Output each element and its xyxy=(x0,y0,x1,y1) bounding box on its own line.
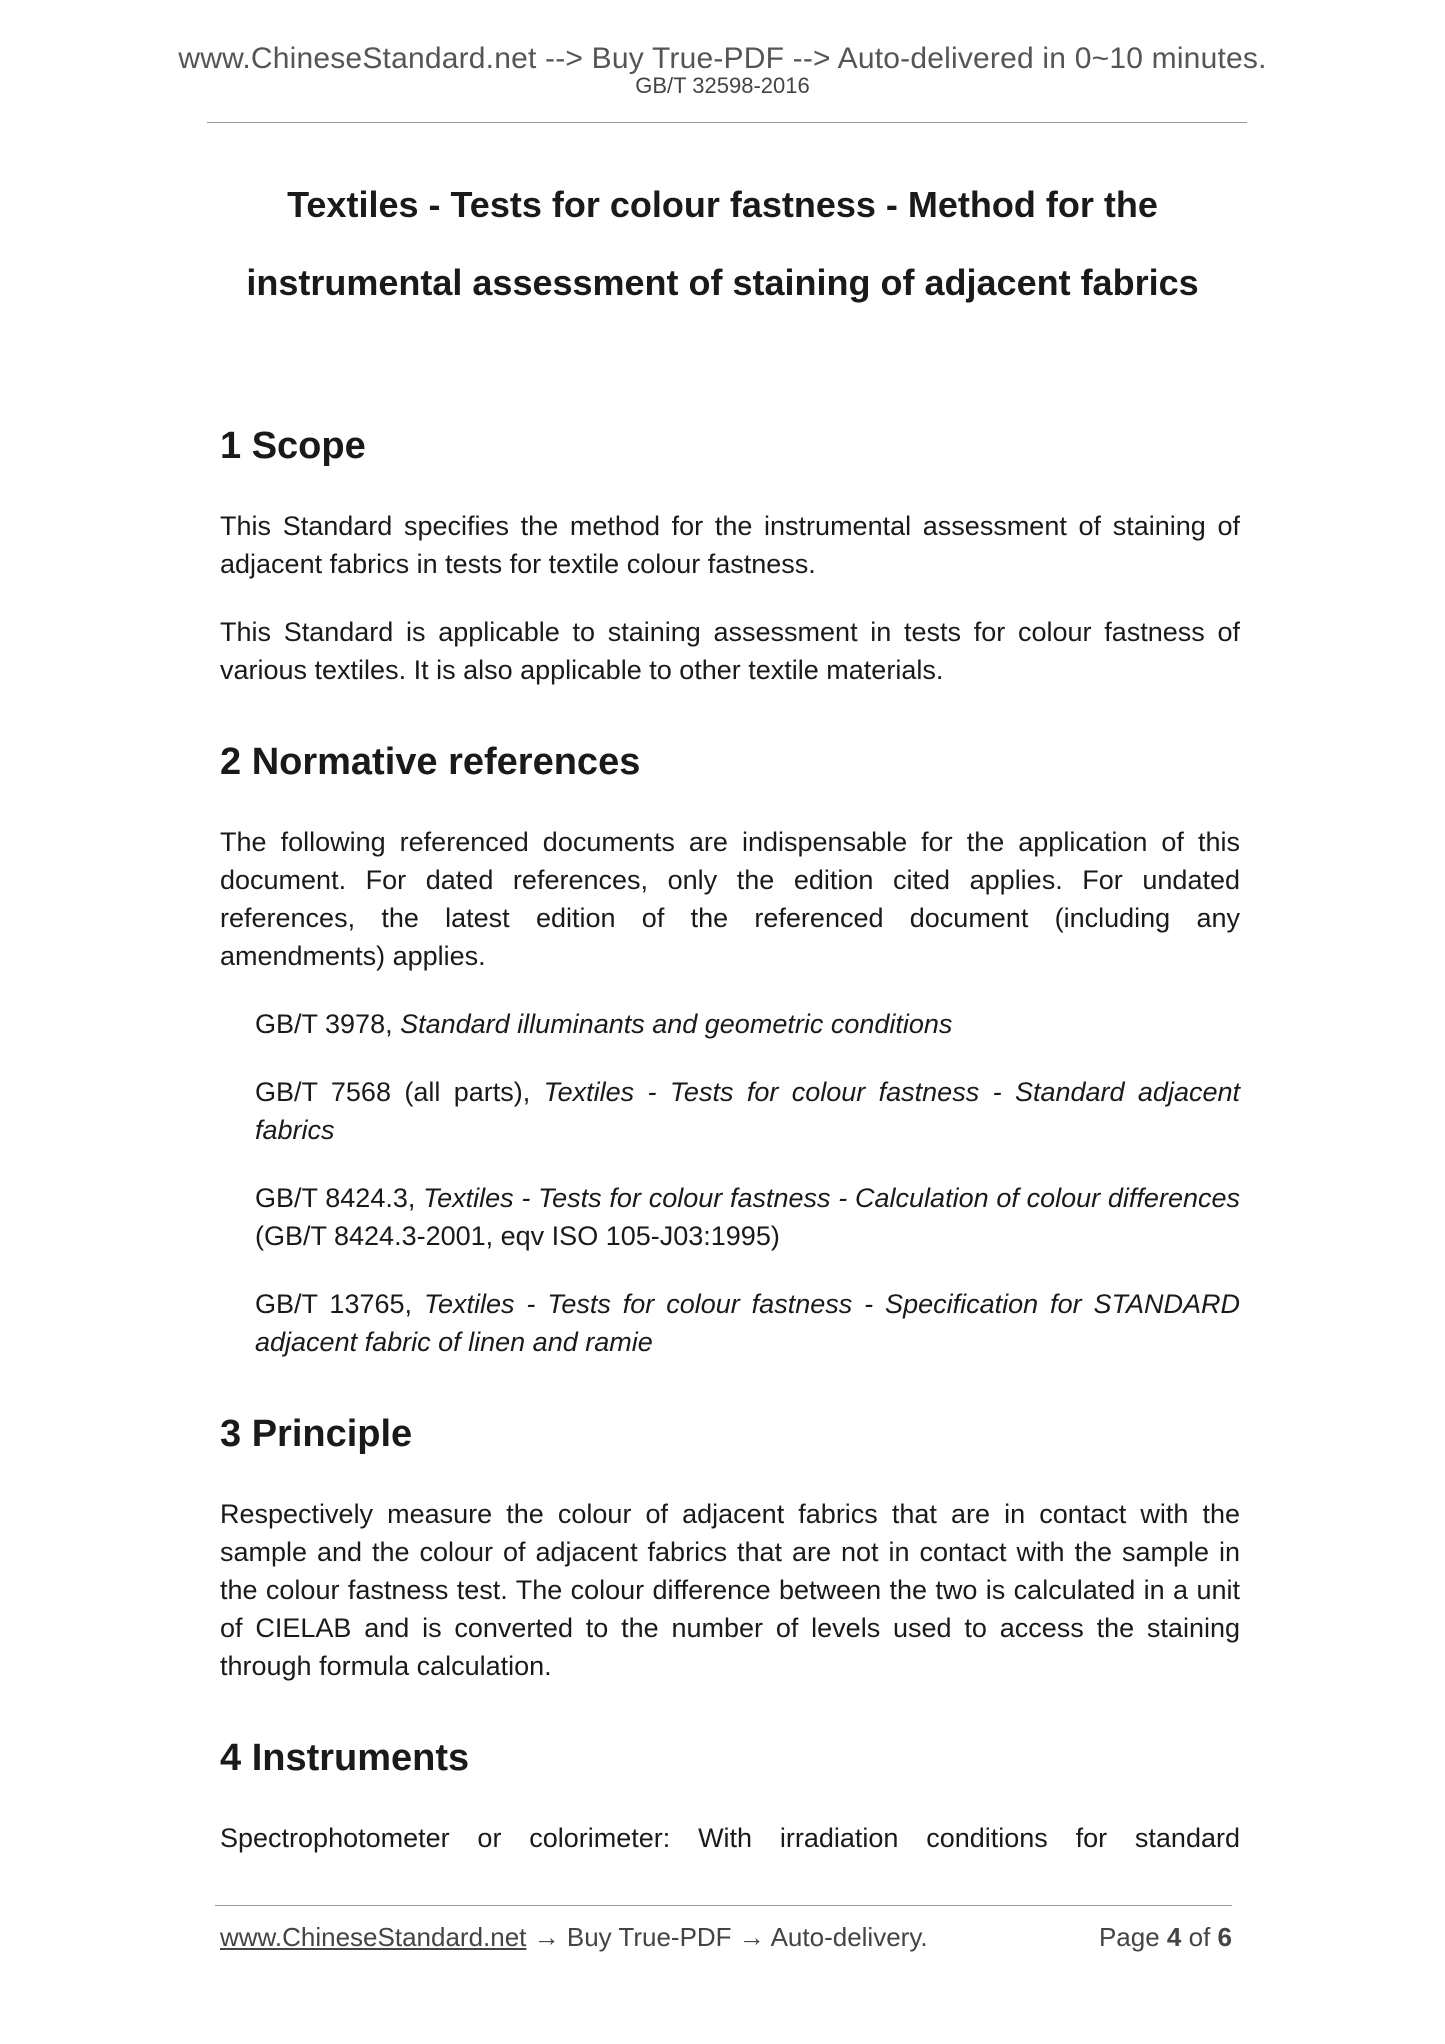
header-banner: www.ChineseStandard.net --> Buy True-PDF --> Auto-delivered in 0~10 minutes. xyxy=(178,42,1267,75)
title-line-1: Textiles - Tests for colour fastness - Method for the xyxy=(287,184,1158,225)
header-divider xyxy=(207,122,1247,123)
scope-paragraph-1: This Standard specifies the method for the instrumental assessment of staining of adjacent fabrics in tests for textile colour fastness. xyxy=(220,511,1240,579)
arrow-icon: → xyxy=(731,1922,771,1952)
scope-paragraph-2: This Standard is applicable to staining assessment in tests for colour fastness of various textiles. It is also applicable to other textile materials. xyxy=(220,617,1240,685)
section-heading-principle: 3 Principle xyxy=(220,1413,413,1455)
section-heading-instruments: 4 Instruments xyxy=(220,1737,470,1779)
total-pages: 6 xyxy=(1217,1922,1232,1952)
standard-number: GB/T 32598-2016 xyxy=(635,73,810,98)
arrow-icon: → xyxy=(526,1922,567,1952)
normative-paragraph: The following referenced documents are indispensable for the application of this document. For dated references, only the edition cited applies. For undated references, the latest edition of the referenced document (including any amendments) applies. xyxy=(220,827,1240,971)
principle-paragraph: Respectively measure the colour of adjacent fabrics that are in contact with the sample and the colour of adjacent fabrics that are not in contact with the sample in the colour fastness test. The colour difference between the two is calculated in a unit of CIELAB and is converted to the number of levels used to access the staining through formula calculation. xyxy=(220,1499,1240,1681)
section-heading-scope: 1 Scope xyxy=(220,425,366,467)
reference-item: GB/T 7568 (all parts), Textiles - Tests for colour fastness - Standard adjacent fabrics xyxy=(255,1077,1240,1145)
page-footer xyxy=(220,1922,1232,1953)
title-line-2: instrumental assessment of staining of adjacent fabrics xyxy=(246,262,1199,303)
document-body xyxy=(220,425,1240,1857)
reference-item: GB/T 13765, Textiles - Tests for colour fastness - Specification for STANDARD adjacent fabric of linen and ramie xyxy=(255,1289,1241,1357)
reference-item: GB/T 3978, Standard illuminants and geometric conditions xyxy=(255,1009,953,1039)
current-page: 4 xyxy=(1166,1922,1182,1952)
footer-divider xyxy=(215,1905,1232,1906)
reference-item: GB/T 8424.3, Textiles - Tests for colour fastness - Calculation of colour differences (GB/T 8424.3-2001, eqv ISO 105-J03:1995) xyxy=(255,1183,1240,1251)
footer-site-link[interactable]: www.ChineseStandard.net xyxy=(220,1922,527,1952)
footer-buy-text: Buy True-PDF xyxy=(566,1922,732,1952)
instruments-paragraph: Spectrophotometer or colorimeter: With irradiation conditions for standard xyxy=(220,1823,1240,1853)
footer-delivery-text: Auto-delivery. xyxy=(770,1922,928,1952)
section-heading-normative-references: 2 Normative references xyxy=(220,741,641,783)
page-indicator: Page 4 of 6 xyxy=(1098,1922,1232,1952)
document-title xyxy=(200,166,1245,322)
